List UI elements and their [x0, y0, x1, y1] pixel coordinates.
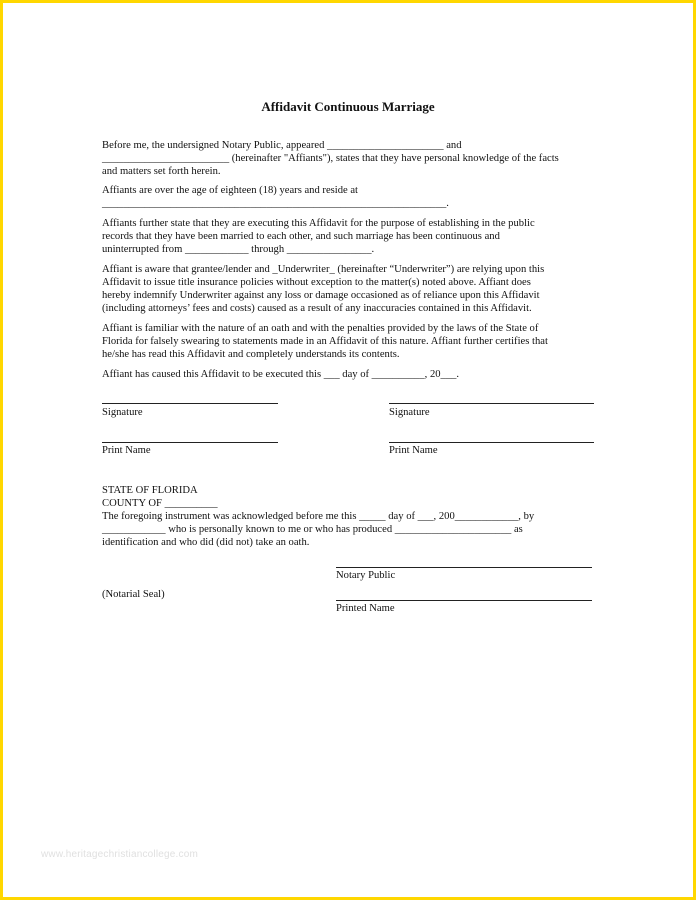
watermark-text: www.heritagechristiancollege.com: [41, 849, 199, 860]
paragraph-line: Florida for falsely swearing to statements made in an Affidavit of this nature. Affiant further certifies that: [102, 336, 548, 347]
paragraph-line: he/she has read this Affidavit and completely understands its contents.: [102, 349, 400, 360]
paragraph-line: Affiant has caused this Affidavit to be executed this ___ day of __________, 20___.: [102, 369, 460, 380]
paragraph-line: hereby indemnify Underwriter against any loss or damage occasioned as of reliance upon this Affidavit: [102, 290, 540, 301]
appearance-paragraph: [102, 139, 602, 178]
paragraph-line: Affiant is aware that grantee/lender and _Underwriter_ (hereinafter “Underwriter”) are relying upon this: [102, 264, 545, 275]
underwriter-paragraph: [102, 263, 602, 315]
paragraph-line: The foregoing instrument was acknowledged before me this _____ day of ___, 200____________, by: [102, 511, 535, 522]
signature-label-right: Signature: [389, 407, 430, 418]
notary-public-line: [336, 567, 592, 568]
paragraph-line: identification and who did (did not) take an oath.: [102, 537, 310, 548]
executed-paragraph: [102, 368, 602, 381]
paragraph-line: (including attorneys’ fees and costs) caused as a result of any inaccuracies contained in this Affidavit.: [102, 303, 532, 314]
paragraph-line: Before me, the undersigned Notary Public, appeared ______________________ and: [102, 140, 462, 151]
paragraph-line: COUNTY OF __________: [102, 498, 218, 509]
paragraph-line: _________________________________________________________________.: [102, 198, 449, 209]
paragraph-line: Affidavit to issue title insurance policies without exception to the matter(s) noted above. Affiant does: [102, 277, 531, 288]
paragraph-line: ________________________ (hereinafter "Affiants"), states that they have personal knowledge of the facts: [102, 153, 559, 164]
document-title: Affidavit Continuous Marriage: [261, 99, 435, 114]
oath-paragraph: [102, 322, 602, 361]
notary-public-label: Notary Public: [336, 570, 396, 581]
paragraph-line: uninterrupted from ____________ through ________________.: [102, 244, 375, 255]
print-name-label-left: Print Name: [102, 445, 151, 456]
paragraph-line: STATE OF FLORIDA: [102, 485, 198, 496]
paragraph-line: Affiants are over the age of eighteen (18) years and reside at: [102, 185, 358, 196]
marriage-paragraph: [102, 217, 602, 256]
document-page: [3, 3, 693, 897]
signature-label-left: Signature: [102, 407, 143, 418]
paragraph-line: ____________ who is personally known to me or who has produced ______________________ as: [102, 524, 523, 535]
signature-line-left: [102, 403, 278, 404]
printed-name-label: Printed Name: [336, 603, 395, 614]
print-name-label-right: Print Name: [389, 445, 438, 456]
notary-acknowledgment: [102, 484, 602, 549]
age-paragraph: [102, 184, 602, 210]
paragraph-line: Affiant is familiar with the nature of an oath and with the penalties provided by the laws of the State of: [102, 323, 539, 334]
paragraph-line: and matters set forth herein.: [102, 166, 221, 177]
print-name-line-left: [102, 442, 278, 443]
print-name-line-right: [389, 442, 594, 443]
printed-name-line: [336, 600, 592, 601]
paragraph-line: records that they have been married to each other, and such marriage has been continuous and: [102, 231, 500, 242]
notarial-seal-label: (Notarial Seal): [102, 589, 165, 600]
paragraph-line: Affiants further state that they are executing this Affidavit for the purpose of establishing in the public: [102, 218, 535, 229]
signature-line-right: [389, 403, 594, 404]
